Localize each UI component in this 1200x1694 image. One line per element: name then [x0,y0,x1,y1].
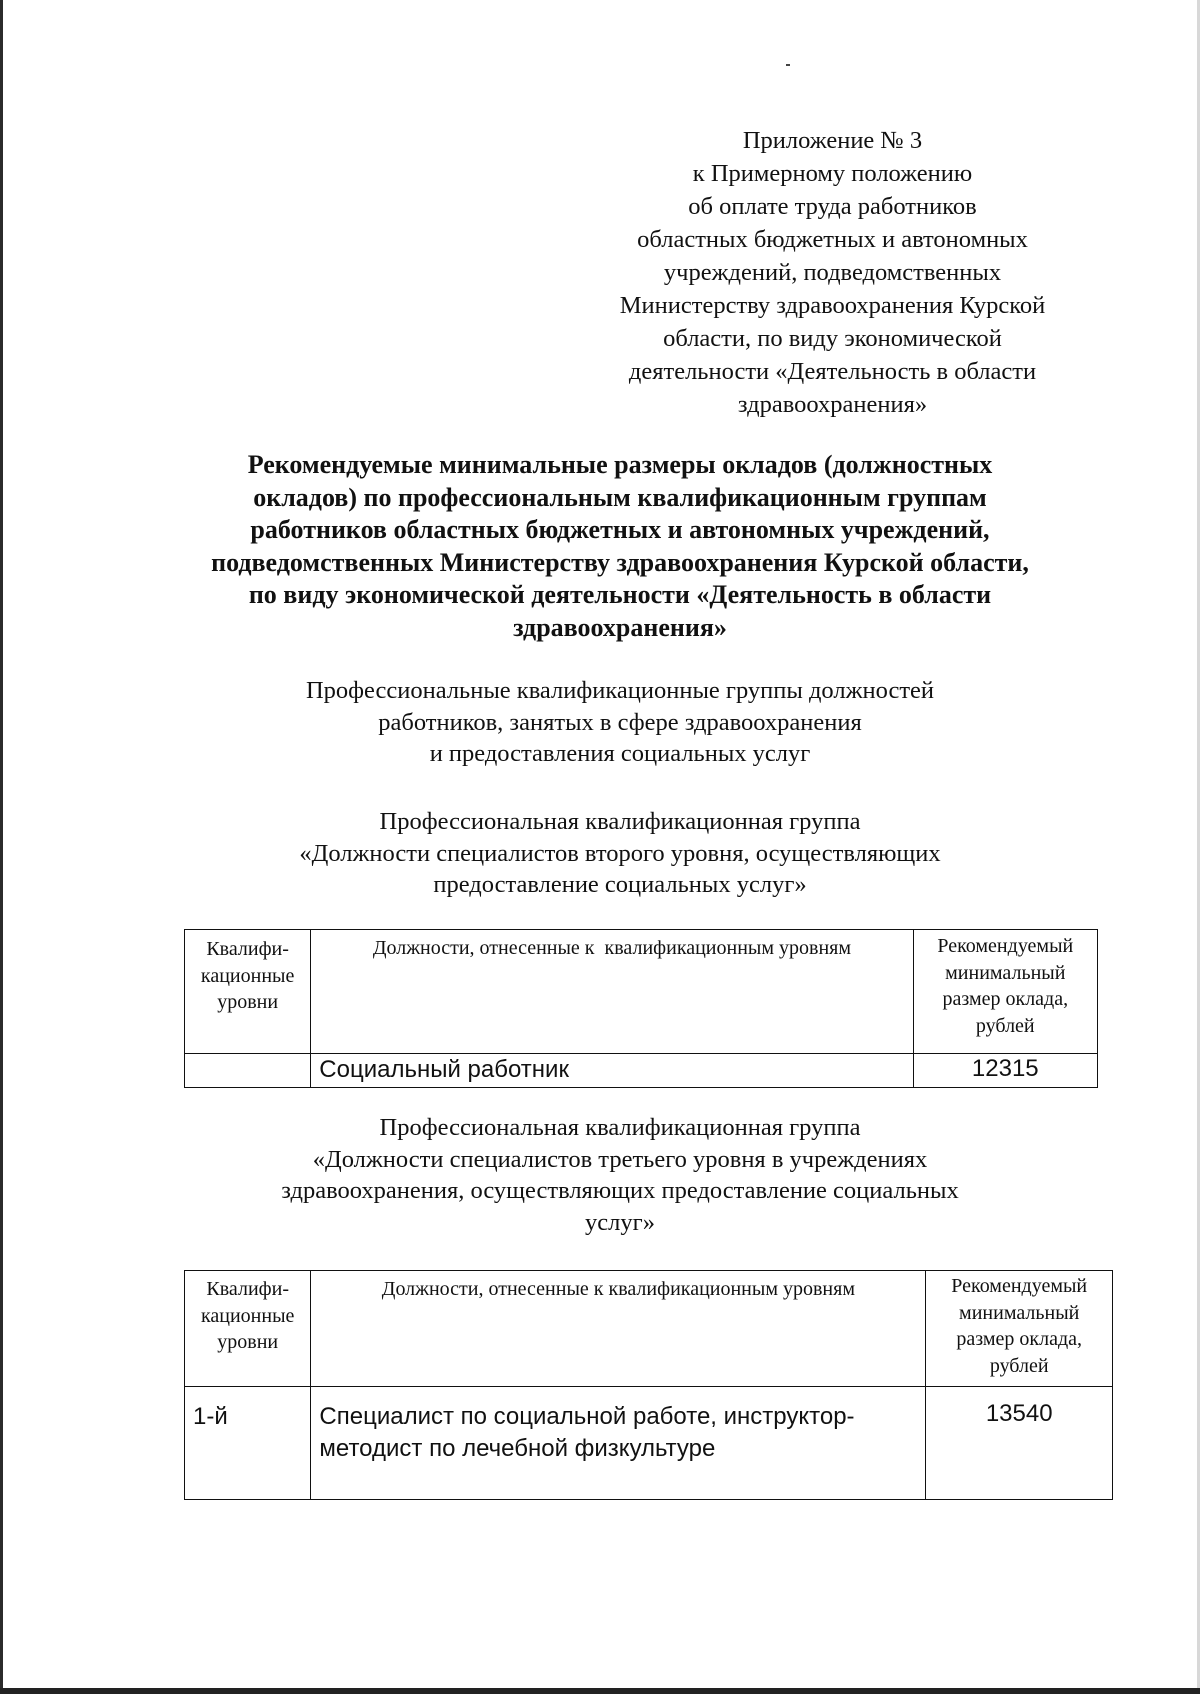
header-text: Должности, отнесенные к квалификационным уровням [372,937,852,959]
header-text: минимальный [945,961,1066,984]
group1-table [184,929,1098,1088]
header-text: уровни [217,1331,279,1353]
heading-line: здравоохранения, осуществляющих предоставление социальных [281,1177,959,1204]
heading-line: и предоставления социальных услуг [429,740,811,767]
heading-line: «Должности специалистов второго уровня, осуществляющих [299,839,941,867]
scan-speck [786,64,790,66]
scan-edge-bottom [0,1688,1200,1694]
heading-line: работников, занятых в сфере здравоохранения [378,708,862,736]
header-text: Квалифи- [206,1278,289,1300]
heading-line: предоставление социальных услуг» [433,871,807,898]
document-title [150,449,1090,644]
group1-heading [150,806,1090,901]
level-cell [185,1054,311,1088]
groups-heading [150,675,1090,770]
heading-line: Профессиональная квалификационная группа [379,1114,861,1141]
heading-line: услуг» [585,1208,655,1236]
header-levels [185,1271,311,1387]
header-text: кационные [200,964,295,987]
group2-table [184,1270,1113,1500]
header-text: Рекомендуемый [951,1275,1088,1297]
header-text: Должности, отнесенные к квалификационным уровням [381,1278,855,1300]
header-text: размер оклада, [956,1328,1083,1350]
position-line: методист по лечебной физкультуре [319,1435,716,1462]
title-line: здравоохранения» [513,612,727,642]
salary-cell: 12315 [913,1054,1097,1088]
header-text: минимальный [959,1301,1080,1324]
header-positions [311,1271,926,1387]
header-text: рублей [975,1014,1035,1037]
title-line: подведомственных Министерству здравоохранения Курской области, [211,547,1029,577]
table-row [185,1054,1098,1088]
header-levels [185,930,311,1054]
header-text: Рекомендуемый [937,935,1074,957]
table-header-row [185,1271,1113,1387]
position-cell [311,1387,926,1500]
group2-heading [150,1112,1090,1238]
appendix-line: областных бюджетных и автономных [637,226,1028,253]
scan-edge-left [0,0,3,1694]
header-salary [926,1271,1113,1387]
level-cell: 1-й [185,1387,311,1500]
appendix-line: области, по виду экономической [663,325,1002,352]
appendix-line: учреждений, подведомственных [663,259,1002,286]
title-line: по виду экономической деятельности «Деятельность в области [248,580,992,609]
appendix-line: Приложение № 3 [742,127,923,154]
salary-cell: 13540 [926,1387,1113,1500]
appendix-line: здравоохранения» [737,391,928,418]
heading-line: Профессиональная квалификационная группа [379,808,861,835]
appendix-note [560,124,1105,421]
appendix-line: деятельности «Деятельность в области [628,358,1037,385]
position-cell: Социальный работник [311,1054,913,1088]
header-salary [913,930,1097,1054]
header-text: размер оклада, [942,988,1069,1010]
appendix-line: Министерству здравоохранения Курской [619,292,1046,319]
title-line: Рекомендуемые минимальные размеры окладов (должностных [247,450,993,479]
heading-line: «Должности специалистов третьего уровня в учреждениях [312,1145,928,1173]
heading-line: Профессиональные квалификационные группы должностей [305,677,935,704]
title-line: работников областных бюджетных и автономных учреждений, [250,515,990,544]
table-row [185,1387,1113,1500]
appendix-line: к Примерному положению [692,160,973,187]
appendix-line: об оплате труда работников [688,193,977,220]
header-text: Квалифи- [206,938,289,960]
header-text: кационные [200,1304,295,1327]
header-positions [311,930,913,1054]
header-text: уровни [217,991,279,1013]
title-line: окладов) по профессиональным квалификационным группам [253,482,987,512]
header-text: рублей [989,1354,1049,1377]
table-header-row [185,930,1098,1054]
position-line: Специалист по социальной работе, инструктор- [319,1403,855,1430]
